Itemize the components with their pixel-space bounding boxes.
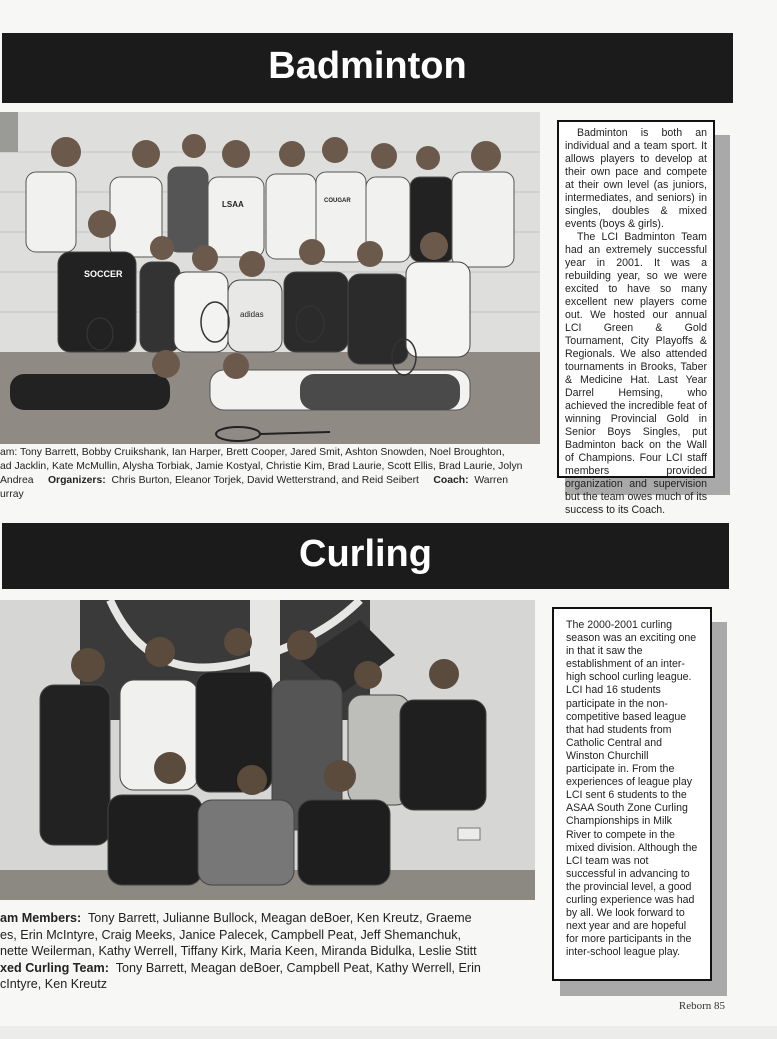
- badminton-caption-line-3: [0, 474, 545, 488]
- organizers-names: Chris Burton, Eleanor Torjek, David Wetterstrand, and Reid Seibert: [111, 475, 419, 486]
- mixed-team-line-2: cIntyre, Ken Kreutz: [0, 977, 108, 991]
- badminton-caption: [0, 446, 545, 502]
- organizers-label: Organizers:: [47, 475, 106, 486]
- badminton-title: Badminton: [2, 33, 733, 103]
- badminton-caption-line-2: ad Jacklin, Kate McMullin, Alysha Torbiak, Jamie Kostyal, Christie Kim, Brad Laurie, Scott Ellis, Brad Laurie, Jolyn: [0, 461, 523, 472]
- curling-title: Curling: [2, 523, 729, 589]
- coach-label: Coach:: [433, 475, 469, 486]
- mixed-team-label: xed Curling Team:: [0, 960, 109, 975]
- curling-caption: [0, 910, 545, 993]
- shirt-text-soccer: SOCCER: [84, 269, 123, 279]
- coach-name: Warren: [474, 475, 509, 486]
- curling-caption-line-1: [0, 910, 545, 927]
- badminton-paragraph-1: Badminton is both an individual and a team sport. It allows players to develop at their own pace and compete at their own level (as juniors, intermediates, and seniors) in singles, doubles & mixed events (boys & girls).: [565, 127, 707, 230]
- badminton-caption-name: Andrea: [0, 475, 34, 486]
- badminton-description-box: [557, 120, 715, 516]
- team-members-line-1: Tony Barrett, Julianne Bullock, Meagan deBoer, Ken Kreutz, Graeme: [87, 911, 472, 925]
- team-members-line-3: nette Weilerman, Kathy Werrell, Tiffany Kirk, Maria Keen, Miranda Bidulka, Leslie Stitt: [0, 944, 477, 958]
- shirt-text-lsaa: LSAA: [222, 200, 244, 209]
- badminton-paragraph-2: The LCI Badminton Team had an extremely successful year in 2001. It was a rebuilding year, so we were excited to have so many excellent new players come out. We hosted our annual LCI Green & Gold Tournament, City Playoffs & Regionals. We also attended tournaments in Brooks, Taber & Medicine Hat. Last Year Darrel Hemsing, who achieved the incredible feat of winning Provincial Gold in Senior Boys Singles, put Badminton back on the Wall of Champions. Four LCI staff members provided organization and supervision but the team owes much of its success to its Coach.: [565, 231, 707, 516]
- page-footer: Reborn 85: [678, 1000, 725, 1012]
- curling-description-box: [552, 607, 712, 981]
- badminton-caption-line-4: urray: [0, 489, 24, 500]
- page-bottom-edge: [0, 1026, 777, 1039]
- curling-team-photo: [0, 600, 535, 900]
- shirt-text-cougar: COUGAR: [324, 198, 351, 204]
- mixed-team-line-1: Tony Barrett, Meagan deBoer, Campbell Peat, Kathy Werrell, Erin: [115, 960, 481, 975]
- team-members-line-2: es, Erin McIntyre, Craig Meeks, Janice Palecek, Campbell Peat, Jeff Shemanchuk,: [0, 927, 462, 942]
- curling-caption-line-4: [0, 960, 545, 977]
- curling-photo-illustration: [0, 600, 535, 900]
- shirt-text-adidas: adidas: [240, 310, 264, 319]
- curling-paragraph: The 2000-2001 curling season was an exciting one in that it saw the establishment of an inter-high school curling league. LCI had 16 students participate in the non-competitive based league that had students from Catholic Central and Winston Churchill participate in. From the experiences of league play LCI sent 6 students to the ASAA South Zone Curling Championships in Milk River to compete in the mixed division. Although the LCI team was not successful in advancing to the provincial level, a good curling experience was had by all. We look forward to next year and are hopeful for more participants in the inter-school league play.: [566, 619, 698, 959]
- badminton-photo-illustration: [0, 112, 540, 444]
- badminton-team-photo: [0, 112, 540, 444]
- badminton-caption-line-1: am: Tony Barrett, Bobby Cruikshank, Ian Harper, Brett Cooper, Jared Smit, Ashton Snowden, Noel Broughton,: [0, 447, 505, 458]
- team-members-label: am Members:: [0, 911, 82, 925]
